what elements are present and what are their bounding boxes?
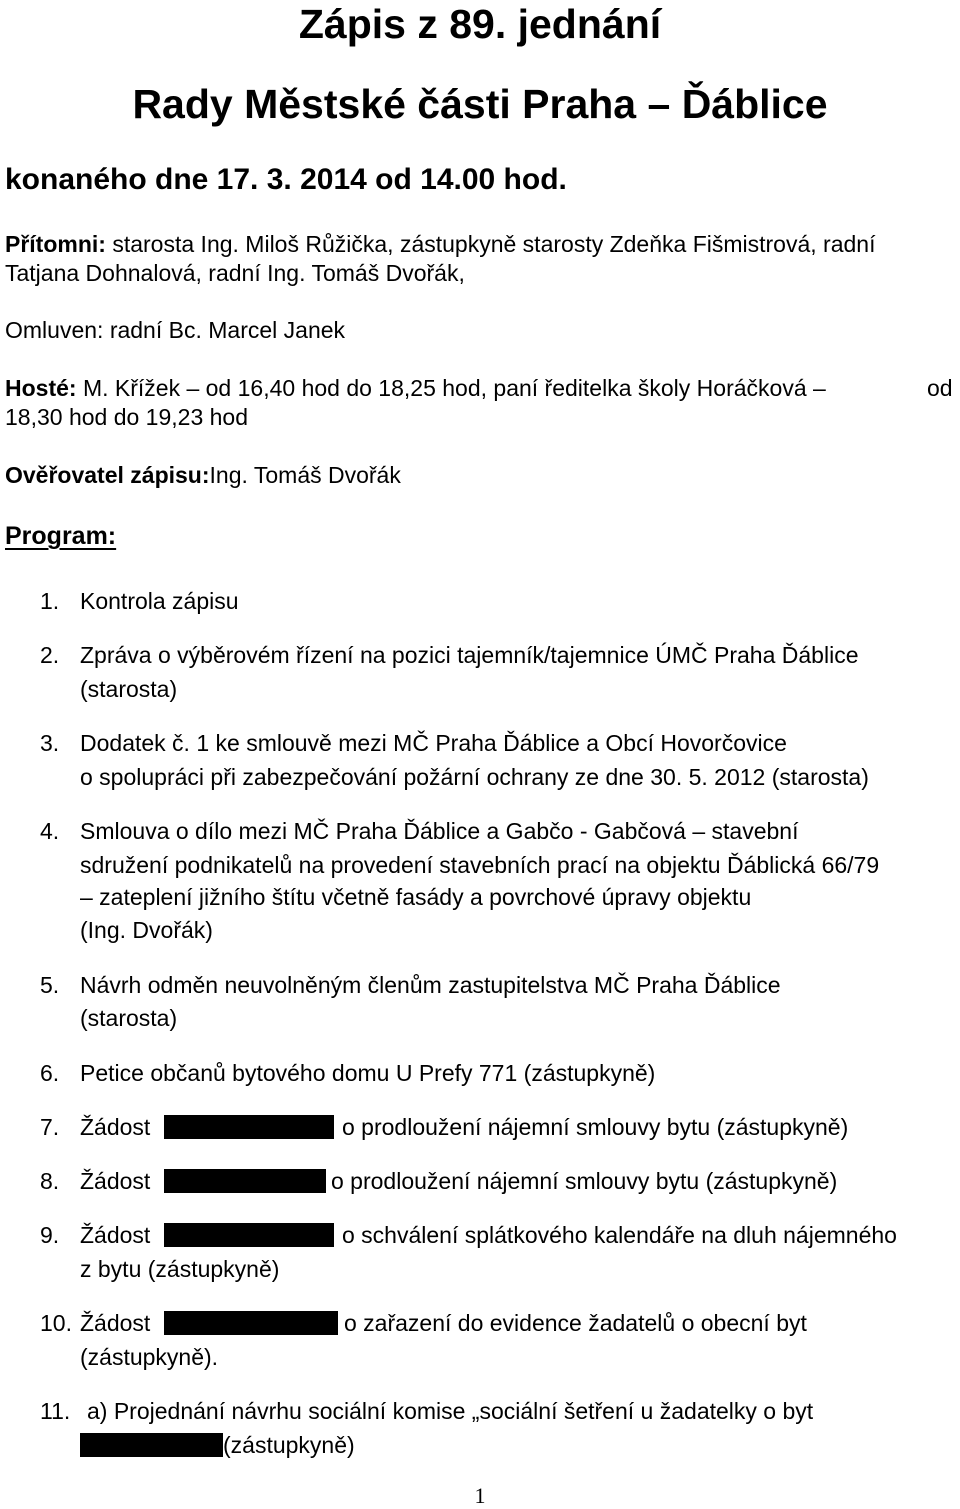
- present-line-2: Tatjana Dohnalová, radní Ing. Tomáš Dvořák,: [5, 260, 465, 286]
- guests-line-1-end: od: [927, 375, 953, 401]
- program-item-number: 4.: [40, 818, 60, 844]
- guests-line-2: 18,30 hod do 19,23 hod: [5, 404, 249, 430]
- program-item-text: Kontrola zápisu: [80, 588, 239, 614]
- program-item-number: 5.: [40, 972, 60, 998]
- program-item-text: (zástupkyně): [223, 1432, 355, 1458]
- program-item-number: 11.: [40, 1398, 71, 1424]
- program-item-text: Zpráva o výběrovém řízení na pozici tajemník/tajemnice ÚMČ Praha Ďáblice: [80, 642, 859, 668]
- document-title-council: Rady Městské části Praha – Ďáblice: [132, 81, 828, 127]
- redaction-bar: [80, 1433, 223, 1457]
- excused-line: Omluven: radní Bc. Marcel Janek: [5, 317, 346, 343]
- program-heading: Program:: [5, 522, 117, 550]
- program-item-text: (Ing. Dvořák): [80, 917, 213, 943]
- program-item-number: 9.: [40, 1222, 60, 1248]
- program-item-text: a) Projednání návrhu sociální komise „sociální šetření u žadatelky o byt: [87, 1398, 814, 1424]
- redaction-bar: [164, 1223, 334, 1247]
- program-item-number: 7.: [40, 1114, 60, 1140]
- guests-line-1: [5, 373, 826, 403]
- program-item-prefix: Žádost: [80, 1168, 151, 1194]
- program-item-text: o zařazení do evidence žadatelů o obecní byt: [344, 1310, 807, 1336]
- meeting-date-heading: konaného dne 17. 3. 2014 od 14.00 hod.: [5, 163, 567, 196]
- program-item-number: 2.: [40, 642, 60, 668]
- program-item-text: Petice občanů bytového domu U Prefy 771 (zástupkyně): [80, 1060, 656, 1086]
- program-item-prefix: Žádost: [80, 1310, 151, 1336]
- program-item-number: 1.: [40, 588, 60, 614]
- program-item-text: o spolupráci při zabezpečování požární ochrany ze dne 30. 5. 2012 (starosta): [80, 764, 869, 790]
- guests-label: Hosté:: [5, 375, 77, 401]
- verifier-line: [5, 460, 401, 490]
- program-item-text: Dodatek č. 1 ke smlouvě mezi MČ Praha Ďáblice a Obcí Hovorčovice: [80, 730, 787, 756]
- program-item-text: o prodloužení nájemní smlouvy bytu (zástupkyně): [331, 1168, 838, 1194]
- program-item-text: (starosta): [80, 676, 178, 702]
- guests-text-1: M. Křížek – od 16,40 hod do 18,25 hod, paní ředitelka školy Horáčková –: [76, 375, 826, 401]
- program-item-prefix: Žádost: [80, 1114, 151, 1140]
- program-item-prefix: Žádost: [80, 1222, 151, 1248]
- program-item-text: Smlouva o dílo mezi MČ Praha Ďáblice a Gabčo - Gabčová – stavební: [80, 818, 799, 844]
- present-label: Přítomni:: [5, 231, 106, 257]
- verifier-name: Ing. Tomáš Dvořák: [209, 462, 401, 488]
- present-line-1: [5, 229, 875, 259]
- document-title: Zápis z 89. jednání: [298, 1, 662, 47]
- program-item-text: sdružení podnikatelů na provedení stavebních prací na objektu Ďáblická 66/79: [80, 852, 880, 878]
- program-item-number: 6.: [40, 1060, 60, 1086]
- program-item-text: – zateplení jižního štítu včetně fasády a povrchové úpravy objektu: [80, 884, 752, 910]
- program-item-text: (starosta): [80, 1005, 178, 1031]
- program-item-number: 8.: [40, 1168, 60, 1194]
- program-item-text: (zástupkyně).: [80, 1344, 219, 1370]
- verifier-label: Ověřovatel zápisu:: [5, 462, 210, 488]
- page-number: 1: [474, 1483, 486, 1508]
- redaction-bar: [164, 1169, 326, 1193]
- program-item-text: Návrh odměn neuvolněným členům zastupitelstva MČ Praha Ďáblice: [80, 972, 781, 998]
- present-names-1: starosta Ing. Miloš Růžička, zástupkyně starosty Zdeňka Fišmistrová, radní: [105, 231, 876, 257]
- program-item-text: o schválení splátkového kalendáře na dluh nájemného: [342, 1222, 897, 1248]
- redaction-bar: [164, 1115, 334, 1139]
- program-item-number: 10.: [40, 1310, 72, 1336]
- program-item-text: o prodloužení nájemní smlouvy bytu (zástupkyně): [342, 1114, 849, 1140]
- program-item-text: z bytu (zástupkyně): [80, 1256, 280, 1282]
- program-item-number: 3.: [40, 730, 60, 756]
- redaction-bar: [164, 1311, 338, 1335]
